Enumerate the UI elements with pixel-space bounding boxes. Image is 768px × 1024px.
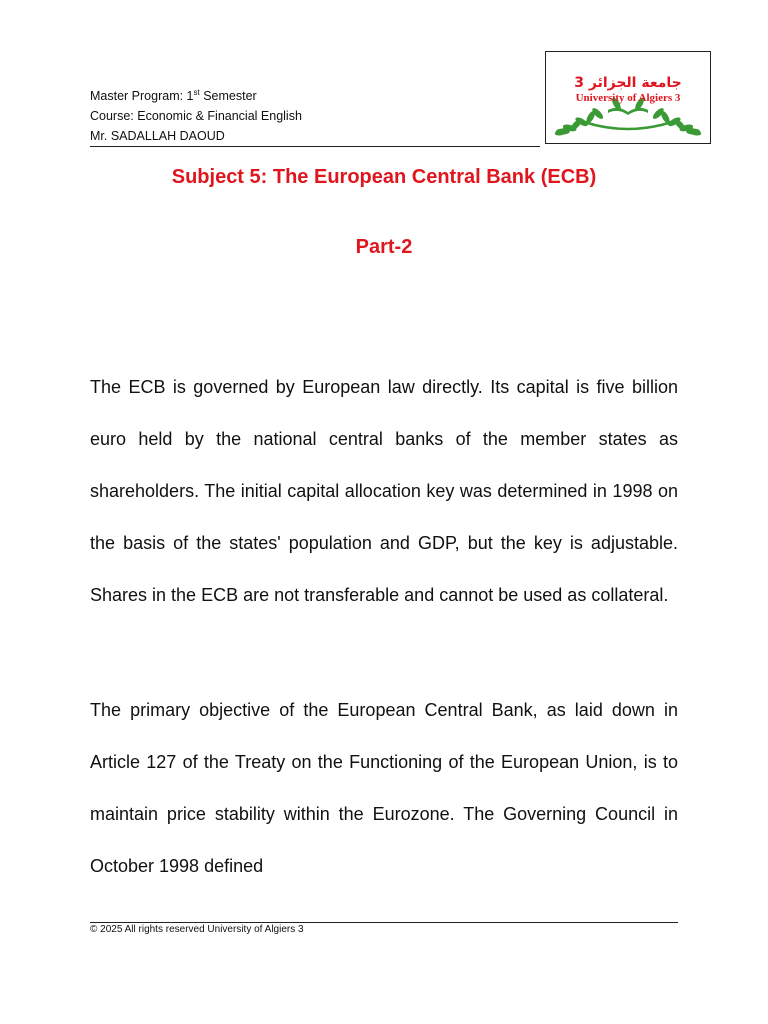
- open-book-icon: [608, 108, 648, 115]
- page-title: Subject 5: The European Central Bank (ECB): [171, 166, 597, 188]
- header-divider: [90, 146, 540, 147]
- paragraph-2: The primary objective of the European Central Bank, as laid down in Article 127 of the Treaty on the Functioning of the European Union, is to maintain price stability within the Eurozone. The Governing Council in October 1998 defined: [90, 700, 678, 876]
- university-logo: [545, 51, 711, 144]
- logo-arabic-text: جامعة الجزائر 3: [574, 75, 682, 91]
- course-line: Course: Economic & Financial English: [90, 109, 302, 123]
- program-ordinal: st: [193, 87, 200, 97]
- laurel-logo-icon: [546, 52, 710, 143]
- program-text: Master Program: 1: [90, 89, 194, 103]
- program-semester: Semester: [199, 89, 257, 103]
- document-header: [90, 86, 440, 146]
- footer-divider: [90, 922, 678, 923]
- footer-copyright: © 2025 All rights reserved University of Algiers 3: [90, 924, 304, 935]
- teacher-line: Mr. SADALLAH DAOUD: [90, 129, 225, 143]
- paragraph-1: The ECB is governed by European law directly. Its capital is five billion euro held by the national central banks of the member states as shareholders. The initial capital allocation key was determined in 1998 on the basis of the states' population and GDP, but the key is adjustable. Shares in the ECB are not transferable and cannot be used as collateral.: [90, 377, 678, 605]
- program-line: [90, 86, 440, 106]
- page-subtitle: Part-2: [355, 236, 413, 258]
- logo-english-text: University of Algiers 3: [575, 92, 681, 104]
